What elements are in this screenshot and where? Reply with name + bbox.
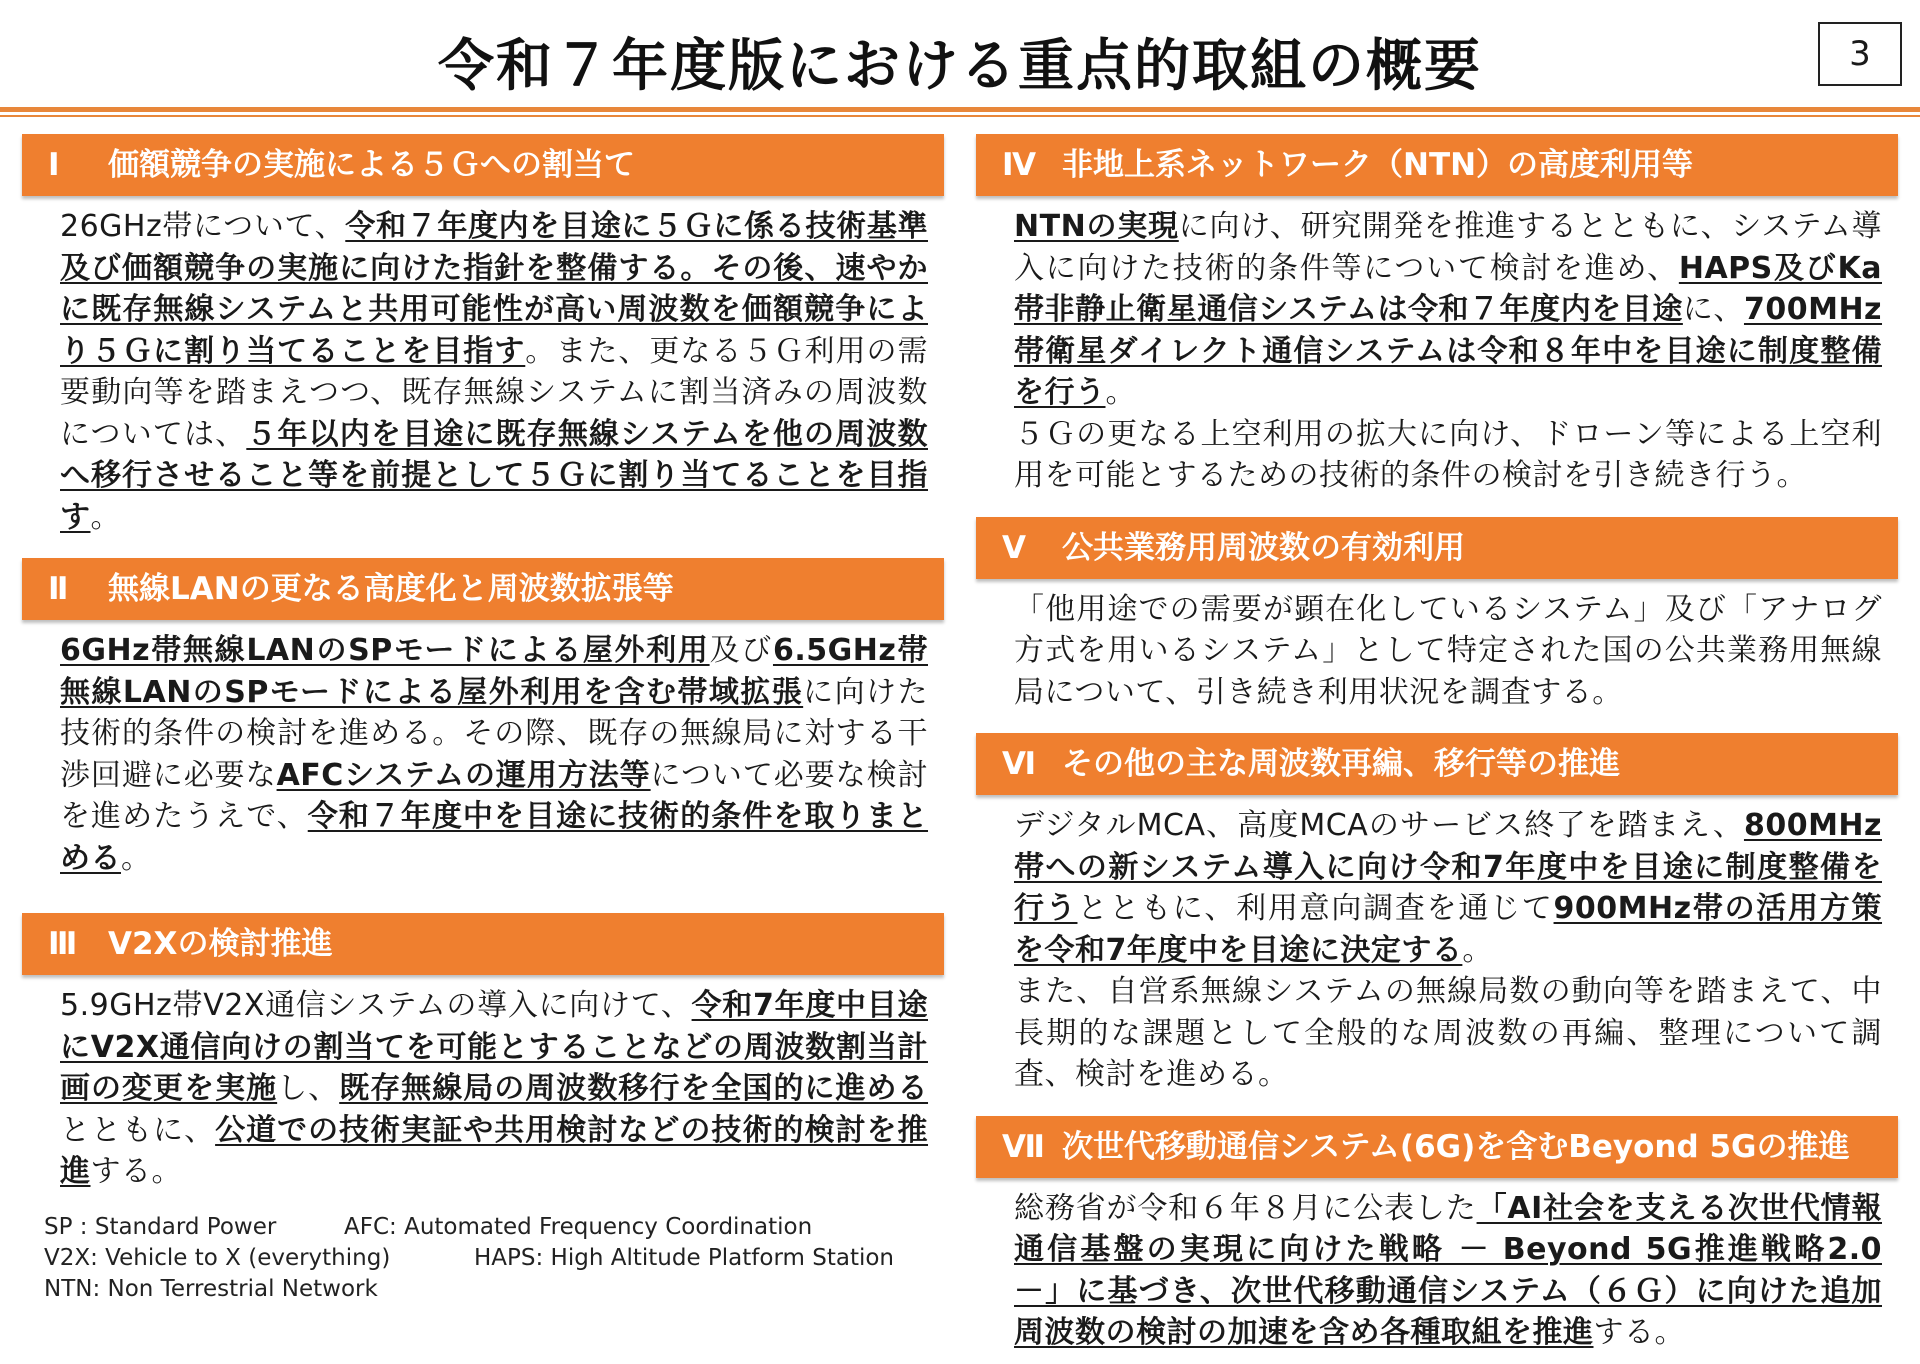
section-4-heading — [976, 134, 1898, 196]
emphasis-text: NTNの実現 — [1014, 209, 1179, 244]
body-text: する。 — [90, 1154, 182, 1189]
section-number: Ⅶ — [1002, 1128, 1045, 1165]
body-text: に向けた技術的条件の検討を進める。その際、既存の無線局に対する干渉回避に必要な — [60, 674, 928, 793]
section-3-body — [22, 975, 944, 1203]
section-6 — [976, 733, 1898, 1106]
section-title: 次世代移動通信システム(6G)を含むBeyond 5Gの推進 — [1062, 1128, 1850, 1165]
body-text: について必要な検討を進めたうえで、 — [60, 757, 929, 834]
body-paragraph: また、自営系無線システムの無線局数の動向等を踏まえて、中長期的な課題として全般的な周波数の再編、整理について調査、検討を進める。 — [1014, 974, 1882, 1092]
footnote-haps: HAPS: High Altitude Platform Station — [474, 1245, 894, 1271]
footnote-row — [44, 1243, 944, 1274]
emphasis-text: 6GHz帯無線LANのSPモードによる屋外利用 — [60, 633, 710, 668]
section-title: 公共業務用周波数の有効利用 — [1062, 529, 1465, 566]
section-2-body — [22, 620, 944, 889]
section-3 — [22, 913, 944, 1203]
section-number: Ⅰ — [48, 147, 60, 183]
emphasis-text: 令和７年度中を目途に技術的条件を取りまとめる — [60, 799, 929, 876]
section-2 — [22, 558, 944, 889]
body-text: 。 — [121, 840, 152, 876]
section-5 — [976, 517, 1898, 724]
body-text: とともに、 — [60, 1112, 216, 1148]
section-6-body — [976, 795, 1898, 1106]
body-text: 。 — [1462, 932, 1493, 968]
body-text: 「他用途での需要が顕在化しているシステム」及び「アナログ方式を用いるシステム」として特定された国の公共業務用無線局について、引き続き利用状況を調査する。 — [1014, 591, 1882, 710]
section-number: Ⅴ — [1002, 529, 1026, 566]
body-text: 総務省が令和６年８月に公表した — [1014, 1190, 1477, 1226]
section-5-body — [976, 579, 1898, 724]
section-7 — [976, 1116, 1898, 1364]
emphasis-text: 800MHz帯への新システム導入に向け令和7年度中を目途に制度整備を行う — [1014, 808, 1882, 926]
section-7-heading — [976, 1116, 1898, 1178]
emphasis-text: 令和７年度内を目途に５Ｇに係る技術基準及び価額競争の実施に向けた指針を整備する。その後、速やかに既存無線システムと共用可能性が高い周波数を価額競争により５Ｇに割り当てることを目指す — [60, 209, 928, 369]
footnotes — [44, 1212, 944, 1305]
title-rule-thin — [0, 115, 1920, 117]
body-text: デジタルMCA、高度MCAのサービス終了を踏まえ、 — [1014, 808, 1744, 843]
section-title: 無線LANの更なる高度化と周波数拡張等 — [108, 571, 674, 607]
emphasis-text: ５年以内を目途に既存無線システムを他の周波数へ移行させること等を前提として５Ｇに割り当てることを目指す — [60, 416, 928, 535]
title-rule — [0, 107, 1920, 112]
section-1 — [22, 134, 944, 548]
body-text: 。また、更なる５Ｇ利用の需要動向等を踏まえつつ、既存無線システムに割当済みの周波数については、 — [60, 333, 929, 452]
section-4 — [976, 134, 1898, 507]
section-6-heading — [976, 733, 1898, 795]
section-number: Ⅳ — [1002, 147, 1037, 183]
emphasis-text: AFCシステムの運用方法等 — [276, 757, 651, 793]
body-text: 5.9GHz帯V2X通信システムの導入に向けて、 — [60, 988, 692, 1023]
body-paragraph: ５Ｇの更なる上空利用の拡大に向け、ドローン等による上空利用を可能とするための技術的条件の検討を引き続き行う。 — [1014, 416, 1882, 493]
body-text: 及び — [709, 633, 773, 668]
body-text: 。 — [1105, 375, 1136, 410]
body-text — [1014, 808, 1882, 968]
body-text: する。 — [1593, 1315, 1685, 1350]
emphasis-text: 6.5GHz帯無線LANのSPモードによる屋外利用を含む帯域拡張 — [60, 633, 928, 710]
body-text: 26GHz帯について、 — [60, 209, 346, 244]
section-1-heading — [22, 134, 944, 196]
page-title: 令和７年度版における重点的取組の概要 — [438, 34, 1482, 99]
body-text: に向け、研究開発を推進するとともに、システム導入に向けた技術的条件等について検討を進め、 — [1014, 209, 1882, 286]
section-title: V2Xの検討推進 — [108, 926, 333, 962]
section-number: Ⅲ — [48, 926, 78, 962]
emphasis-text: 900MHz帯の活用方策を令和7年度中を目途に決定する — [1014, 891, 1883, 968]
footnote-afc: AFC: Automated Frequency Coordination — [344, 1214, 813, 1240]
right-column — [976, 134, 1898, 1364]
body-text: とともに、利用意向調査を通じて — [1077, 891, 1554, 926]
section-7-body — [976, 1178, 1898, 1364]
section-2-heading — [22, 558, 944, 620]
footnote-ntn: NTN: Non Terrestrial Network — [44, 1276, 378, 1302]
section-5-heading — [976, 517, 1898, 579]
emphasis-text: 公道での技術実証や共用検討などの技術的検討を推進 — [60, 1112, 929, 1189]
emphasis-text: 700MHz帯衛星ダイレクト通信システムは令和８年中を目途に制度整備を行う — [1014, 292, 1883, 410]
section-3-heading — [22, 913, 944, 975]
body-text: に、 — [1682, 292, 1744, 327]
emphasis-text: 「AI社会を支える次世代情報通信基盤の実現に向けた戦略 － Beyond 5G推進戦略2.0 －」に基づき、次世代移動通信システム（６Ｇ）に向けた追加周波数の検討の加速を含め各種取組を推進 — [1014, 1190, 1882, 1350]
section-title: その他の主な周波数再編、移行等の推進 — [1062, 746, 1620, 782]
footnote-row — [44, 1274, 944, 1305]
section-4-body — [976, 196, 1898, 507]
emphasis-text: 既存無線局の周波数移行を全国的に進める — [339, 1071, 929, 1106]
body-text — [1014, 209, 1882, 410]
left-column — [22, 134, 944, 1203]
emphasis-text: 令和7年度中目途にV2X通信向けの割当てを可能とすることなどの周波数割当計画の変更を実施 — [60, 988, 928, 1106]
section-number: Ⅱ — [48, 571, 69, 607]
section-1-body — [22, 196, 944, 548]
section-title: 価額競争の実施による５Ｇへの割当て — [108, 147, 635, 183]
section-title: 非地上系ネットワーク（NTN）の高度利用等 — [1062, 147, 1694, 183]
page-number: 3 — [1818, 22, 1902, 86]
footnote-sp: SP : Standard Power — [44, 1214, 277, 1240]
emphasis-text: HAPS及びKa帯非静止衛星通信システムは令和７年度内を目途 — [1014, 250, 1882, 327]
body-text: し、 — [277, 1071, 340, 1106]
footnote-v2x: V2X: Vehicle to X (everything) — [44, 1245, 391, 1271]
body-text: 。 — [90, 499, 121, 535]
footnote-row — [44, 1212, 944, 1243]
section-number: Ⅵ — [1002, 746, 1037, 782]
